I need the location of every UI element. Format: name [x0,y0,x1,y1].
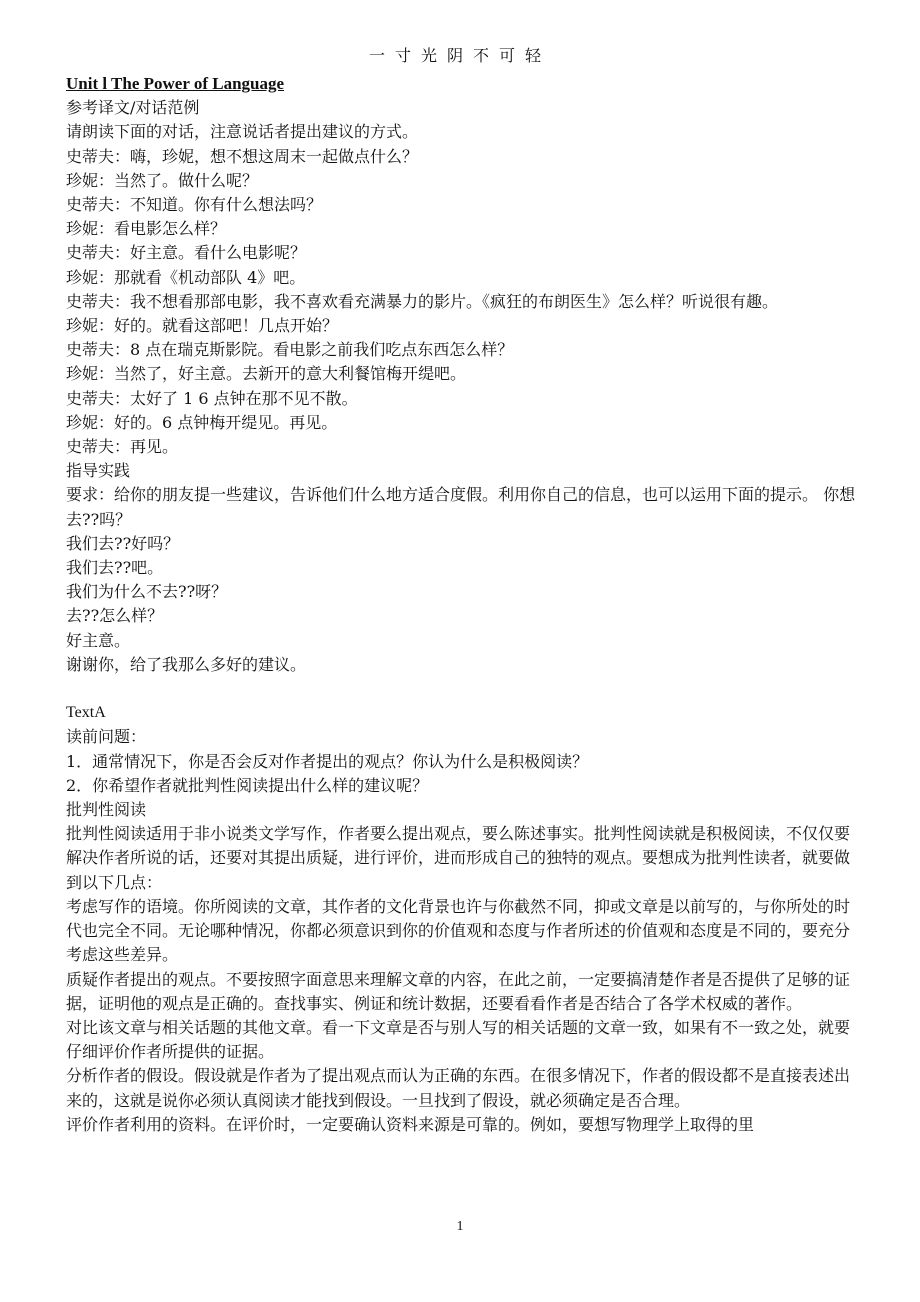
dialogue-line: 珍妮：看电影怎么样？ [66,219,227,239]
practice-line: 谢谢你，给了我那么多好的建议。 [66,654,307,674]
dialogue-line: 史蒂夫：再见。 [66,437,179,457]
dialogue-line: 史蒂夫：好主意。看什么电影呢？ [66,243,307,263]
practice-line: 我们去??好吗？ [66,533,180,553]
article-paragraph: 考虑写作的语境。你所阅读的文章，其作者的文化背景也许与你截然不同，抑或文章是以前写的，与你所处的时代也完全不同。无论哪种情况，你都必须意识到你的价值观和态度与作者所述的价值观和态度是不同的，要充分考虑这些差异。 [66,896,851,965]
practice-line: 我们为什么不去??呀？ [66,582,228,602]
dialogue-line: 史蒂夫：我不想看那部电影，我不喜欢看充满暴力的影片。《疯狂的布朗医生》怎么样？听说很有趣。 [66,291,779,311]
dialogue-line: 史蒂夫：不知道。你有什么想法吗？ [66,195,323,215]
pre-reading-question: 2．你希望作者就批判性阅读提出什么样的建议呢？ [66,775,429,795]
article-paragraph: 评价作者利用的资料。在评价时，一定要确认资料来源是可靠的。例如，要想写物理学上取得的里 [66,1114,755,1134]
article-paragraph: 批判性阅读适用于非小说类文学写作，作者要么提出观点，要么陈述事实。批判性阅读就是积极阅读，不仅仅要解决作者所说的话，还要对其提出质疑，进行评价，进而形成自己的独特的观点。要想成为批判性读者，就要做到以下几点： [66,824,851,892]
article-title: 批判性阅读 [66,800,147,820]
section-spacer [66,677,856,701]
dialogue-line: 珍妮：好的。就看这部吧！几点开始？ [66,316,339,336]
dialogue-line: 珍妮：好的。6 点钟梅开缇见。再见。 [66,412,338,432]
dialogue-line: 珍妮：那就看《机动部队 4》吧。 [66,267,306,287]
article-paragraph: 对比该文章与相关话题的其他文章。看一下文章是否与别人写的相关话题的文章一致，如果有不一致之处，就要仔细评价作者所提供的证据。 [66,1017,851,1062]
practice-line: 我们去??吧。 [66,558,164,578]
dialogue-instruction: 请朗读下面的对话，注意说话者提出建议的方式。 [66,122,419,142]
dialogue-line: 史蒂夫：8 点在瑞克斯影院。看电影之前我们吃点东西怎么样？ [66,340,514,360]
article-paragraph: 分析作者的假设。假设就是作者为了提出观点而认为正确的东西。在很多情况下，作者的假设都不是直接表述出来的，这就是说你必须认真阅读才能找到假设。一旦找到了假设，就必须确定是否合理。 [66,1066,851,1110]
text-a-title: TextA [66,704,106,722]
unit-title: Unit l The Power of Language [66,74,285,93]
dialogue-line: 珍妮：当然了，好主意。去新开的意大利餐馆梅开缇吧。 [66,364,467,384]
page-number: 1 [456,1219,464,1234]
pre-reading-question: 1．通常情况下，你是否会反对作者提出的观点？你认为什么是积极阅读？ [66,751,589,771]
dialogue-line: 史蒂夫：太好了 1 6 点钟在那不见不散。 [66,388,358,408]
dialogue-line: 珍妮：当然了。做什么呢？ [66,170,259,190]
pre-reading-heading: 读前问题： [66,727,147,747]
dialogue-heading: 参考译文/对话范例 [66,98,200,118]
article-paragraph: 质疑作者提出的观点。不要按照字面意思来理解文章的内容，在此之前，一定要搞清楚作者是否提供了足够的证据，证明他的观点是正确的。查找事实、例证和统计数据，还要看看作者是否结合了各学术权威的著作。 [66,969,851,1013]
practice-line: 好主意。 [66,630,131,650]
page-header-motto: 一寸光阴不可轻 [368,46,551,65]
practice-heading: 指导实践 [66,461,131,481]
practice-line: 要求：给你的朋友提一些建议，告诉他们什么地方适合度假。利用你自己的信息，也可以运用下面的提示。 你想去??吗？ [66,485,856,529]
document-body [66,72,856,1137]
dialogue-line: 史蒂夫：嗨，珍妮，想不想这周末一起做点什么？ [66,146,419,166]
practice-line: 去??怎么样？ [66,606,164,626]
